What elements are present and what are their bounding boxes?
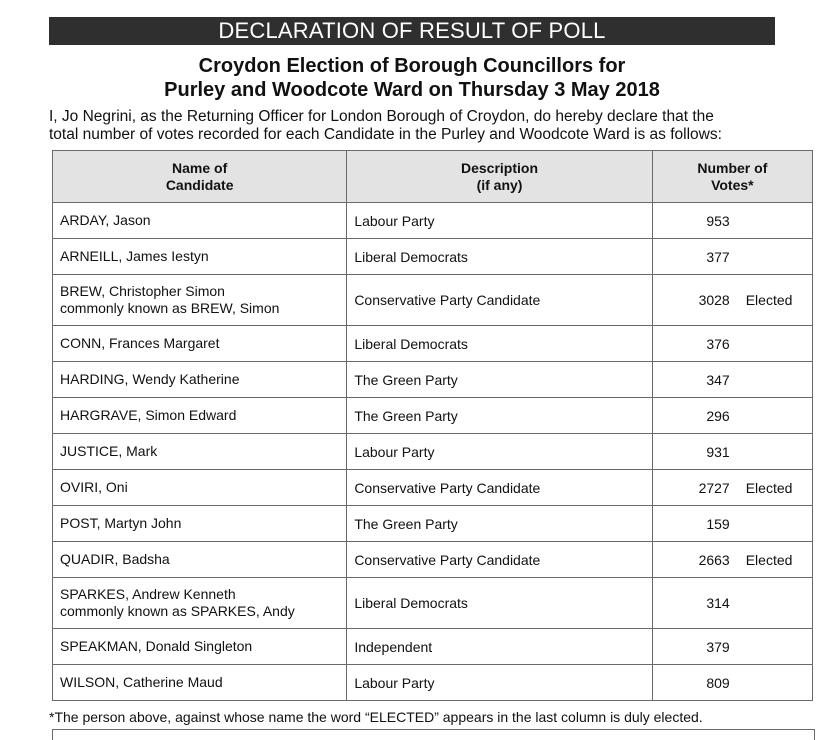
candidate-description: The Green Party: [347, 362, 652, 398]
declaration-banner: DECLARATION OF RESULT OF POLL: [49, 17, 775, 45]
votes-cell: [652, 506, 812, 542]
candidate-name: HARDING, Wendy Katherine: [60, 371, 240, 387]
table-row: [53, 239, 813, 275]
vote-count: 347: [706, 371, 730, 388]
intro-line1: I, Jo Negrini, as the Returning Officer for London Borough of Croydon, do hereby declare that the: [49, 108, 714, 125]
candidate-name-cell: [53, 578, 347, 629]
votes-cell: [652, 239, 812, 275]
candidate-description: Labour Party: [347, 434, 652, 470]
header-number-of-votes: Number of Votes*: [652, 151, 812, 203]
candidate-description: Conservative Party Candidate: [347, 275, 652, 326]
table-row: [53, 362, 813, 398]
candidate-known-as: commonly known as SPARKES, Andy: [60, 603, 295, 619]
candidate-name-cell: [53, 326, 347, 362]
candidate-name: QUADIR, Badsha: [60, 551, 170, 567]
candidate-name-cell: [53, 398, 347, 434]
vote-count: 377: [706, 248, 730, 265]
candidate-name: POST, Martyn John: [60, 515, 182, 531]
candidate-name: ARNEILL, James Iestyn: [60, 248, 209, 264]
candidate-description: Liberal Democrats: [347, 326, 652, 362]
vote-count: 809: [706, 674, 730, 691]
votes-cell: [652, 470, 812, 506]
elected-marker: Elected: [745, 551, 793, 568]
vote-count: 376: [706, 335, 730, 352]
candidate-name-cell: [53, 434, 347, 470]
candidate-name-cell: [53, 506, 347, 542]
candidate-name-cell: [53, 542, 347, 578]
candidate-name: JUSTICE, Mark: [60, 443, 158, 459]
results-table: [52, 150, 813, 701]
candidate-description: Labour Party: [347, 665, 652, 701]
table-row: [53, 275, 813, 326]
candidate-name-cell: [53, 665, 347, 701]
candidate-known-as: commonly known as BREW, Simon: [60, 300, 280, 316]
table-row: [53, 665, 813, 701]
votes-cell: [652, 665, 812, 701]
table-header-row: [53, 151, 813, 203]
table-row: [53, 434, 813, 470]
header-description: Description (if any): [347, 151, 652, 203]
vote-count: 3028: [698, 292, 730, 308]
candidate-description: Labour Party: [347, 203, 652, 239]
table-row: [53, 542, 813, 578]
candidate-name: HARGRAVE, Simon Edward: [60, 407, 237, 423]
table-row: [53, 506, 813, 542]
vote-count: 2663: [698, 551, 730, 568]
votes-cell: [652, 542, 812, 578]
candidate-name: WILSON, Catherine Maud: [60, 674, 223, 690]
candidate-name-cell: [53, 203, 347, 239]
votes-cell: [652, 326, 812, 362]
election-title-line1: Croydon Election of Borough Councillors for: [198, 55, 626, 77]
candidate-name: CONN, Frances Margaret: [60, 335, 220, 351]
candidate-name: SPARKES, Andrew Kenneth: [60, 586, 236, 602]
candidate-name-cell: [53, 362, 347, 398]
candidate-name-cell: [53, 470, 347, 506]
candidate-name: SPEAKMAN, Donald Singleton: [60, 638, 253, 654]
vote-count: 296: [706, 407, 730, 424]
table-row: [53, 578, 813, 629]
elected-marker: Elected: [745, 479, 793, 496]
elected-marker: Elected: [745, 292, 793, 308]
intro-line2: total number of votes recorded for each Candidate in the Purley and Woodcote Ward is as follows:: [49, 126, 722, 143]
votes-cell: [652, 398, 812, 434]
candidate-name: BREW, Christopher Simon: [60, 283, 225, 299]
table-row: [53, 326, 813, 362]
vote-count: 2727: [698, 479, 730, 496]
table-row: [53, 203, 813, 239]
candidate-description: Liberal Democrats: [347, 239, 652, 275]
candidate-description: Conservative Party Candidate: [347, 470, 652, 506]
candidate-name: ARDAY, Jason: [60, 212, 151, 228]
election-title-line2: Purley and Woodcote Ward on Thursday 3 May 2018: [164, 79, 660, 101]
votes-cell: [652, 434, 812, 470]
votes-cell: [652, 362, 812, 398]
votes-cell: [652, 629, 812, 665]
candidate-description: The Green Party: [347, 506, 652, 542]
candidate-name-cell: [53, 275, 347, 326]
vote-count: 953: [706, 212, 730, 229]
candidate-description: Independent: [347, 629, 652, 665]
votes-cell: [652, 275, 812, 326]
candidate-description: Liberal Democrats: [347, 578, 652, 629]
results-body: [53, 203, 813, 701]
elected-footnote: *The person above, against whose name the word “ELECTED” appears in the last column is duly elected.: [49, 709, 703, 725]
vote-count: 931: [706, 443, 730, 460]
header-name-of-candidate: Name of Candidate: [53, 151, 347, 203]
votes-cell: [652, 578, 812, 629]
candidate-description: The Green Party: [347, 398, 652, 434]
table-row: [53, 398, 813, 434]
votes-cell: [652, 203, 812, 239]
candidate-description: Conservative Party Candidate: [347, 542, 652, 578]
candidate-name-cell: [53, 629, 347, 665]
vote-count: 379: [706, 638, 730, 655]
table-row: [53, 629, 813, 665]
table-row: [53, 470, 813, 506]
vote-count: 159: [706, 515, 730, 532]
vote-count: 314: [706, 595, 730, 611]
candidate-name: OVIRI, Oni: [60, 479, 128, 495]
candidate-name-cell: [53, 239, 347, 275]
declaration-intro: [49, 108, 789, 144]
